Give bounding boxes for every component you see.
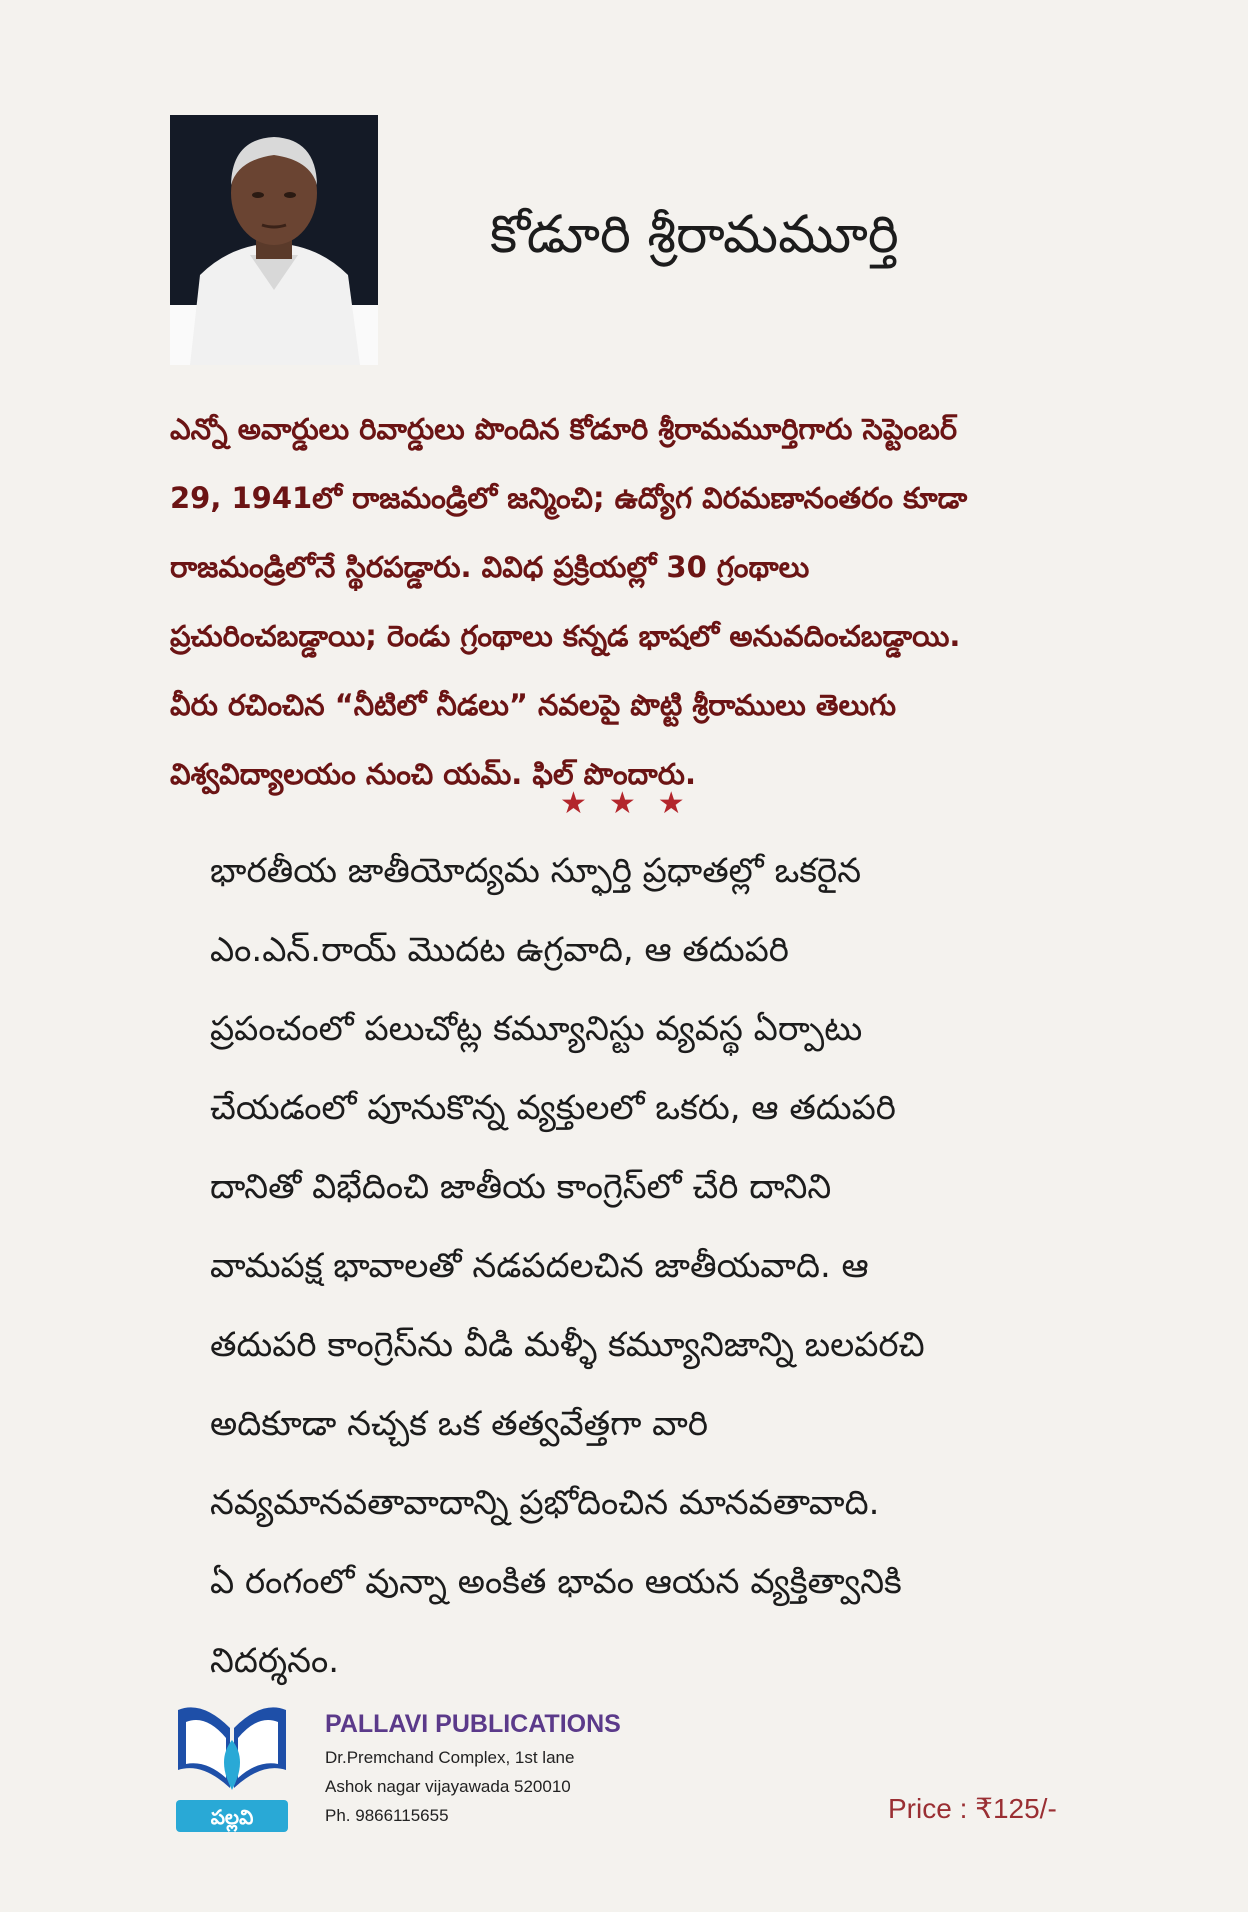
publisher-name: PALLAVI PUBLICATIONS [325,1710,621,1738]
description-line: ఎం.ఎన్.రాయ్ మొదట ఉగ్రవాది, ఆ తదుపరి [210,930,789,970]
author-photo [170,115,378,365]
description-line: తదుపరి కాంగ్రెస్‌ను వీడి మళ్ళీ కమ్యూనిజాన్ని బలపరచి [210,1325,925,1365]
publisher-address-line1: Dr.Premchand Complex, 1st lane [325,1748,575,1767]
description-line: ప్రపంచంలో పలుచోట్ల కమ్యూనిస్టు వ్యవస్థ ఏర్పాటు [210,1009,863,1049]
bio-line: వీరు రచించిన “నీటిలో నీడలు” నవలపై పొట్టి శ్రీరాములు తెలుగు [170,688,897,722]
publisher-phone: Ph. 9866115655 [325,1806,449,1825]
bio-line: 29, 1941లో రాజమండ్రిలో జన్మించి; ఉద్యోగ విరమణానంతరం కూడా [170,481,968,515]
description-line: నిదర్శనం. [210,1641,340,1681]
description-line: చేయడంలో పూనుకొన్న వ్యక్తులలో ఒకరు, ఆ తదుపరి [210,1088,896,1128]
pallavi-logo-icon [172,1700,292,1835]
author-portrait-icon [170,115,378,365]
description-line: భారతీయ జాతీయోద్యమ స్ఫూర్తి ప్రధాతల్లో ఒకరైన [210,851,862,891]
description-line: అదికూడా నచ్చక ఒక తత్వవేత్తగా వారి [210,1404,708,1444]
description-line: దానితో విభేదించి జాతీయ కాంగ్రెస్‌లో చేరి దానిని [210,1167,832,1207]
bio-line: రాజమండ్రిలోనే స్థిరపడ్డారు. వివిధ ప్రక్రియల్లో 30 గ్రంథాలు [170,550,810,584]
author-bio [170,395,1130,809]
bio-line: ప్రచురించబడ్డాయి; రెండు గ్రంథాలు కన్నడ భాషలో అనువదించబడ్డాయి. [170,619,961,653]
book-description [210,832,1080,1701]
bio-line: విశ్వవిద్యాలయం నుంచి యమ్. ఫిల్ పొందారు. [170,757,696,791]
publisher-address-line2: Ashok nagar vijayawada 520010 [325,1777,571,1796]
star-separator: ★★★ [560,786,707,821]
price-label: Price : ₹125/- [888,1793,1057,1824]
bio-line: ఎన్నో అవార్డులు రివార్డులు పొందిన కోడూరి శ్రీరామమూర్తిగారు సెప్టెంబర్ [170,412,958,446]
logo-text: పల్లవి [210,1805,254,1829]
author-name: కోడూరి శ్రీరామమూర్తి [490,205,899,265]
description-line: వామపక్ష భావాలతో నడపదలచిన జాతీయవాది. ఆ [210,1246,869,1286]
description-line: నవ్యమానవతావాదాన్ని ప్రభోదించిన మానవతావాది. [210,1483,880,1523]
description-line: ఏ రంగంలో వున్నా అంకిత భావం ఆయన వ్యక్తిత్వానికి [210,1562,902,1602]
